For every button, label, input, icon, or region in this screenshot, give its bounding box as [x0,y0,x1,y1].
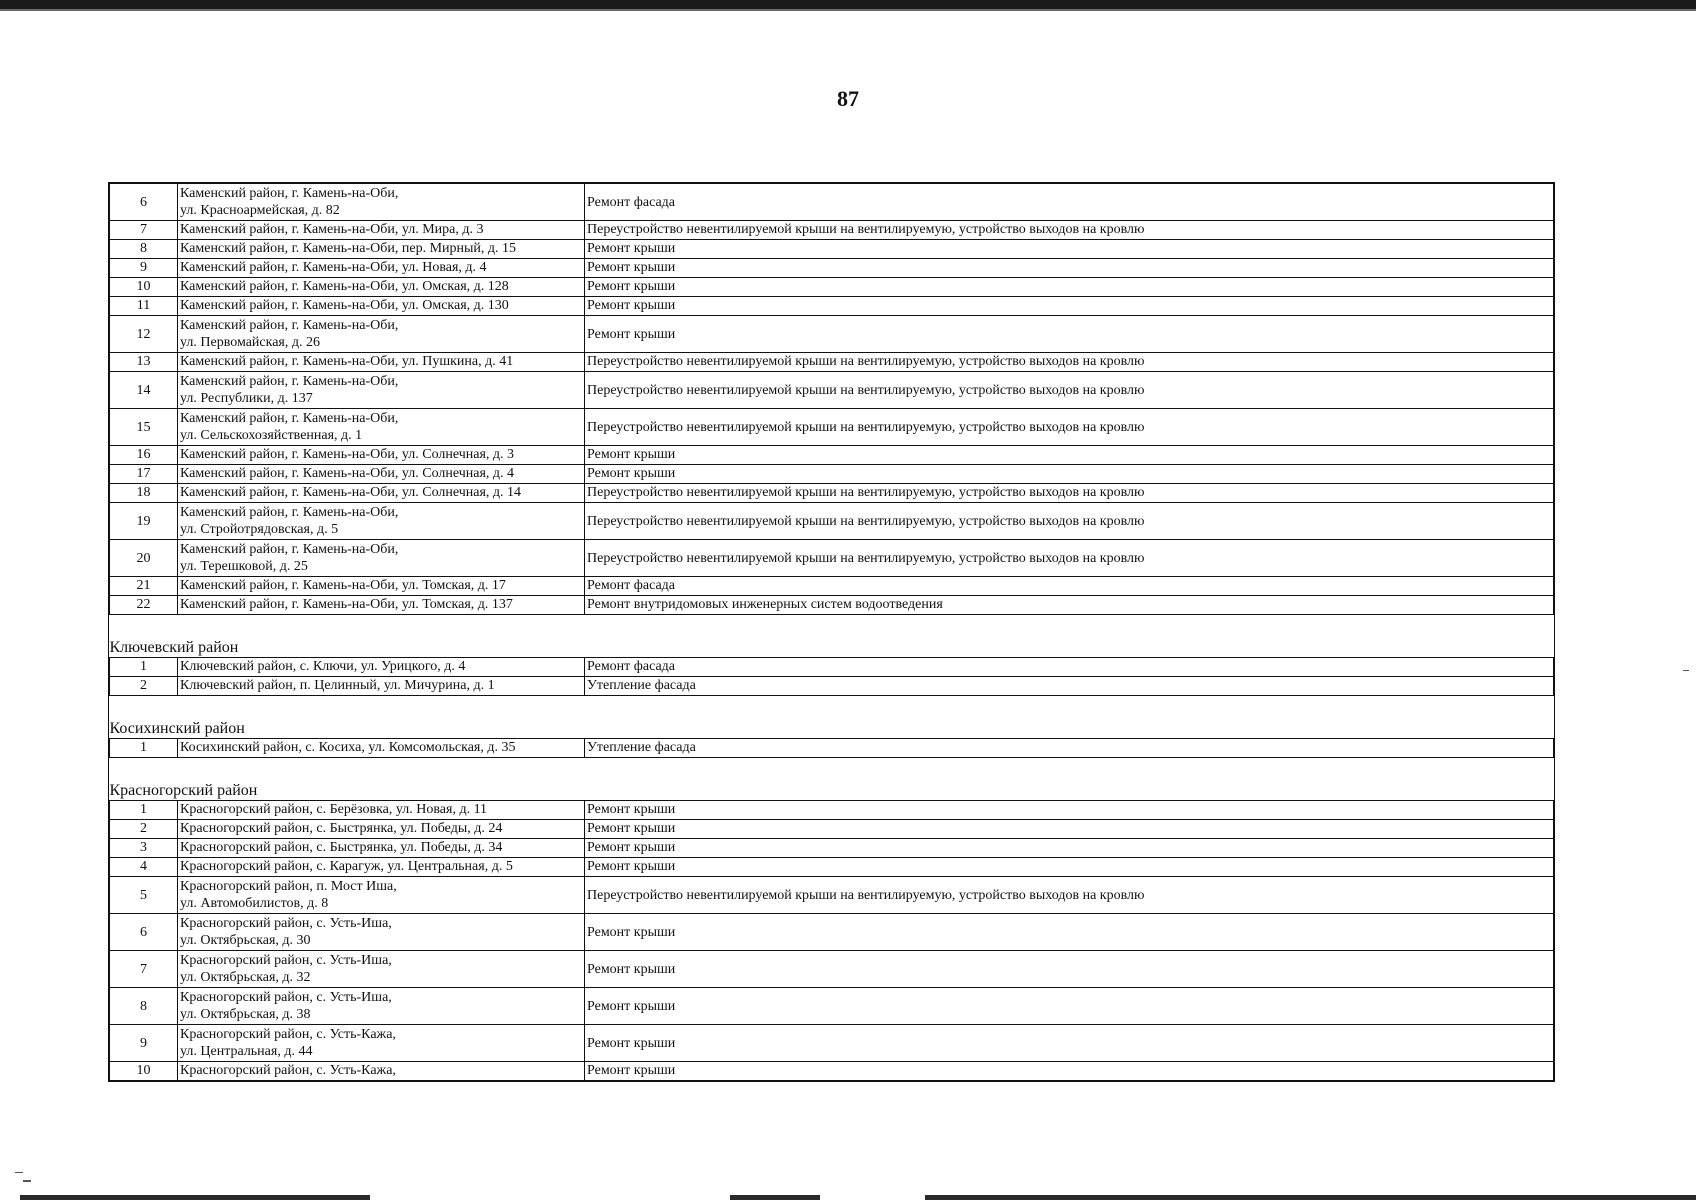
address-line: ул. Первомайская, д. 26 [180,335,320,350]
address-line: Каменский район, г. Камень-на-Оби, [180,542,399,557]
table-row [110,184,1554,221]
table-row [110,484,1554,503]
work-type-cell: Ремонт крыши [585,914,1554,951]
address-cell [178,409,585,446]
row-number: 10 [110,278,178,297]
address-line: Каменский район, г. Камень-на-Оби, ул. Омская, д. 130 [180,298,509,313]
row-number: 20 [110,540,178,577]
address-cell [178,240,585,259]
address-line: ул. Октябрьская, д. 30 [180,933,311,948]
row-number: 3 [110,839,178,858]
scan-speck [23,1180,31,1182]
table-row [110,409,1554,446]
row-number: 12 [110,316,178,353]
row-number: 21 [110,577,178,596]
work-type-cell: Переустройство невентилируемой крыши на вентилируемую, устройство выходов на кровлю [585,503,1554,540]
works-table-frame [108,182,1555,1082]
table-row [110,801,1554,820]
address-line: ул. Терешковой, д. 25 [180,559,308,574]
district-heading-row [110,615,1554,658]
row-number: 8 [110,240,178,259]
address-line: Ключевский район, п. Целинный, ул. Мичурина, д. 1 [180,678,495,693]
row-number: 10 [110,1062,178,1081]
address-line: ул. Октябрьская, д. 32 [180,970,311,985]
address-line: Каменский район, г. Камень-на-Оби, [180,505,399,520]
address-cell [178,914,585,951]
address-cell [178,596,585,615]
row-number: 6 [110,184,178,221]
row-number: 13 [110,353,178,372]
address-cell [178,858,585,877]
table-row [110,316,1554,353]
row-number: 1 [110,801,178,820]
address-line: Косихинский район, с. Косиха, ул. Комсомольская, д. 35 [180,740,516,755]
address-cell [178,677,585,696]
table-row [110,877,1554,914]
row-number: 11 [110,297,178,316]
table-row [110,739,1554,758]
work-type-cell: Ремонт крыши [585,988,1554,1025]
address-line: Красногорский район, с. Усть-Иша, [180,990,392,1005]
row-number: 1 [110,739,178,758]
work-type-cell: Переустройство невентилируемой крыши на вентилируемую, устройство выходов на кровлю [585,484,1554,503]
table-row [110,297,1554,316]
address-line: Каменский район, г. Камень-на-Оби, ул. Томская, д. 17 [180,578,506,593]
address-line: Каменский район, г. Камень-на-Оби, ул. Солнечная, д. 14 [180,485,522,500]
address-cell [178,739,585,758]
scan-speck [1683,670,1689,671]
address-cell [178,658,585,677]
address-line: Красногорский район, с. Усть-Кажа, [180,1027,396,1042]
row-number: 19 [110,503,178,540]
table-row [110,372,1554,409]
address-line: ул. Сельскохозяйственная, д. 1 [180,428,363,443]
work-type-cell: Ремонт крыши [585,951,1554,988]
address-cell [178,801,585,820]
address-line: ул. Октябрьская, д. 38 [180,1007,311,1022]
address-cell [178,877,585,914]
table-row [110,914,1554,951]
scan-bottom-edge [925,1195,1696,1200]
table-row [110,221,1554,240]
address-line: Каменский район, г. Камень-на-Оби, [180,186,399,201]
address-cell [178,839,585,858]
address-cell [178,577,585,596]
scan-top-edge [0,0,1696,9]
address-line: ул. Республики, д. 137 [180,391,313,406]
table-row [110,658,1554,677]
row-number: 22 [110,596,178,615]
row-number: 5 [110,877,178,914]
row-number: 9 [110,259,178,278]
address-line: Красногорский район, с. Быстрянка, ул. Победы, д. 24 [180,821,503,836]
work-type-cell: Ремонт крыши [585,820,1554,839]
row-number: 18 [110,484,178,503]
row-number: 6 [110,914,178,951]
row-number: 14 [110,372,178,409]
address-line: ул. Центральная, д. 44 [180,1044,313,1059]
work-type-cell: Переустройство невентилируемой крыши на вентилируемую, устройство выходов на кровлю [585,372,1554,409]
address-cell [178,316,585,353]
address-line: Каменский район, г. Камень-на-Оби, ул. Пушкина, д. 41 [180,354,514,369]
work-type-cell: Ремонт крыши [585,240,1554,259]
address-cell [178,278,585,297]
works-table-body [110,184,1554,1081]
row-number: 15 [110,409,178,446]
row-number: 16 [110,446,178,465]
district-heading: Косихинский район [110,696,1554,739]
address-line: Каменский район, г. Камень-на-Оби, пер. Мирный, д. 15 [180,241,517,256]
row-number: 7 [110,221,178,240]
address-line: Красногорский район, с. Карагуж, ул. Центральная, д. 5 [180,859,513,874]
row-number: 4 [110,858,178,877]
table-row [110,1025,1554,1062]
work-type-cell: Ремонт крыши [585,839,1554,858]
address-line: Каменский район, г. Камень-на-Оби, ул. Новая, д. 4 [180,260,487,275]
work-type-cell: Ремонт крыши [585,297,1554,316]
table-row [110,465,1554,484]
table-row [110,596,1554,615]
table-row [110,839,1554,858]
address-line: Каменский район, г. Камень-на-Оби, ул. Мира, д. 3 [180,222,484,237]
work-type-cell: Ремонт крыши [585,278,1554,297]
work-type-cell: Ремонт фасада [585,577,1554,596]
work-type-cell: Ремонт крыши [585,801,1554,820]
district-heading-row [110,696,1554,739]
address-line: Каменский район, г. Камень-на-Оби, ул. Солнечная, д. 3 [180,447,515,462]
work-type-cell: Ремонт крыши [585,1062,1554,1081]
row-number: 7 [110,951,178,988]
scan-top-edge-shadow [0,9,1696,11]
table-row [110,820,1554,839]
address-line: Красногорский район, с. Берёзовка, ул. Новая, д. 11 [180,802,488,817]
address-line: Красногорский район, п. Мост Иша, [180,879,397,894]
address-cell [178,1062,585,1081]
address-cell [178,1025,585,1062]
page-number: 87 [837,86,859,111]
row-number: 9 [110,1025,178,1062]
row-number: 2 [110,677,178,696]
work-type-cell: Переустройство невентилируемой крыши на вентилируемую, устройство выходов на кровлю [585,221,1554,240]
address-line: ул. Стройотрядовская, д. 5 [180,522,339,537]
work-type-cell: Ремонт крыши [585,465,1554,484]
work-type-cell: Утепление фасада [585,677,1554,696]
table-row [110,353,1554,372]
works-table [109,183,1554,1081]
table-row [110,503,1554,540]
table-row [110,858,1554,877]
work-type-cell: Ремонт фасада [585,658,1554,677]
address-cell [178,540,585,577]
row-number: 2 [110,820,178,839]
address-cell [178,297,585,316]
address-line: Каменский район, г. Камень-на-Оби, [180,318,399,333]
row-number: 8 [110,988,178,1025]
work-type-cell: Ремонт крыши [585,316,1554,353]
district-heading-row [110,758,1554,801]
scan-bottom-edge [730,1195,820,1200]
table-row [110,988,1554,1025]
address-line: ул. Красноармейская, д. 82 [180,203,340,218]
address-line: Красногорский район, с. Усть-Кажа, [180,1063,396,1078]
address-line: Каменский район, г. Камень-на-Оби, [180,411,399,426]
address-cell [178,353,585,372]
address-line: Красногорский район, с. Усть-Иша, [180,916,392,931]
table-row [110,446,1554,465]
address-cell [178,820,585,839]
address-line: Ключевский район, с. Ключи, ул. Урицкого, д. 4 [180,659,466,674]
table-row [110,540,1554,577]
work-type-cell: Ремонт крыши [585,259,1554,278]
address-line: Каменский район, г. Камень-на-Оби, ул. Томская, д. 137 [180,597,513,612]
address-line: Каменский район, г. Камень-на-Оби, [180,374,399,389]
table-row [110,951,1554,988]
table-row [110,1062,1554,1081]
work-type-cell: Переустройство невентилируемой крыши на вентилируемую, устройство выходов на кровлю [585,409,1554,446]
address-cell [178,221,585,240]
work-type-cell: Ремонт крыши [585,446,1554,465]
address-cell [178,484,585,503]
address-line: ул. Автомобилистов, д. 8 [180,896,329,911]
district-heading: Ключевский район [110,615,1554,658]
work-type-cell: Ремонт крыши [585,858,1554,877]
address-cell [178,503,585,540]
work-type-cell: Переустройство невентилируемой крыши на вентилируемую, устройство выходов на кровлю [585,540,1554,577]
row-number: 1 [110,658,178,677]
work-type-cell: Переустройство невентилируемой крыши на вентилируемую, устройство выходов на кровлю [585,877,1554,914]
work-type-cell: Утепление фасада [585,739,1554,758]
address-cell [178,259,585,278]
table-row [110,259,1554,278]
address-cell [178,951,585,988]
address-cell [178,465,585,484]
address-cell [178,372,585,409]
address-cell [178,184,585,221]
address-cell [178,988,585,1025]
address-line: Каменский район, г. Камень-на-Оби, ул. Солнечная, д. 4 [180,466,515,481]
district-heading: Красногорский район [110,758,1554,801]
address-cell [178,446,585,465]
address-line: Каменский район, г. Камень-на-Оби, ул. Омская, д. 128 [180,279,509,294]
work-type-cell: Ремонт крыши [585,1025,1554,1062]
work-type-cell: Переустройство невентилируемой крыши на вентилируемую, устройство выходов на кровлю [585,353,1554,372]
table-row [110,278,1554,297]
scan-speck [15,1172,23,1173]
address-line: Красногорский район, с. Быстрянка, ул. Победы, д. 34 [180,840,503,855]
table-row [110,240,1554,259]
address-line: Красногорский район, с. Усть-Иша, [180,953,392,968]
work-type-cell: Ремонт внутридомовых инженерных систем водоотведения [585,596,1554,615]
work-type-cell: Ремонт фасада [585,184,1554,221]
table-row [110,677,1554,696]
scan-bottom-edge [20,1195,370,1200]
table-row [110,577,1554,596]
row-number: 17 [110,465,178,484]
